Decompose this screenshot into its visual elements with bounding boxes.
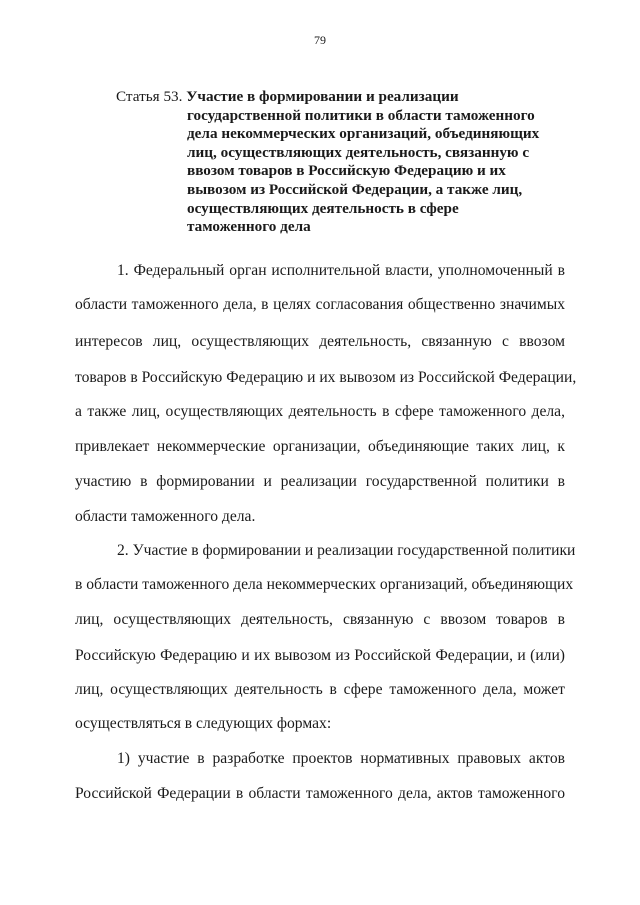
paragraph-line: участию в формировании и реализации государственной политики в [75,473,565,490]
paragraph-line: интересов лиц, осуществляющих деятельность, связанную с ввозом [75,333,565,350]
paragraph-line: области таможенного дела. [75,508,256,525]
article-title-line: государственной политики в области таможенного [187,106,535,124]
paragraph-line: лиц, осуществляющих деятельность, связанную с ввозом товаров в [75,611,565,628]
paragraph-line: товаров в Российскую Федерацию и их вывозом из Российской Федерации, [75,369,577,386]
page-number: 79 [314,33,326,47]
article-title-line: дела некоммерческих организаций, объединяющих [187,125,540,143]
paragraph-line: Российскую Федерацию и их вывозом из Российской Федерации, и (или) [75,647,565,664]
paragraph-line: лиц, осуществляющих деятельность в сфере таможенного дела, может [75,681,565,698]
paragraph-line: 1. Федеральный орган исполнительной власти, уполномоченный в [117,262,565,279]
paragraph-line: осуществляться в следующих формах: [75,715,332,732]
paragraph-line: области таможенного дела, в целях согласования общественно значимых [75,296,565,313]
article-title-line: ввозом товаров в Российскую Федерацию и их [187,162,506,180]
article-heading-line [116,88,576,107]
article-label: Статья 53. [116,88,183,105]
paragraph-line: 2. Участие в формировании и реализации государственной политики [117,542,576,559]
article-heading [116,88,576,237]
article-title-line: вывозом из Российской Федерации, а также лиц, [187,180,523,198]
article-title-line: Участие в формировании и реализации [186,88,459,105]
paragraph-line: 1) участие в разработке проектов нормативных правовых актов [117,750,565,767]
article-title-line: лиц, осуществляющих деятельность, связанную с [187,143,530,161]
article-title-line: таможенного дела [187,218,311,236]
paragraph-line: в области таможенного дела некоммерческих организаций, объединяющих [75,576,574,593]
paragraph-line: Российской Федерации в области таможенного дела, актов таможенного [75,785,565,802]
paragraph-line: привлекает некоммерческие организации, объединяющие таких лиц, к [75,438,565,455]
paragraph-line: а также лиц, осуществляющих деятельность в сфере таможенного дела, [75,403,565,420]
article-title-line: осуществляющих деятельность в сфере [187,199,459,217]
